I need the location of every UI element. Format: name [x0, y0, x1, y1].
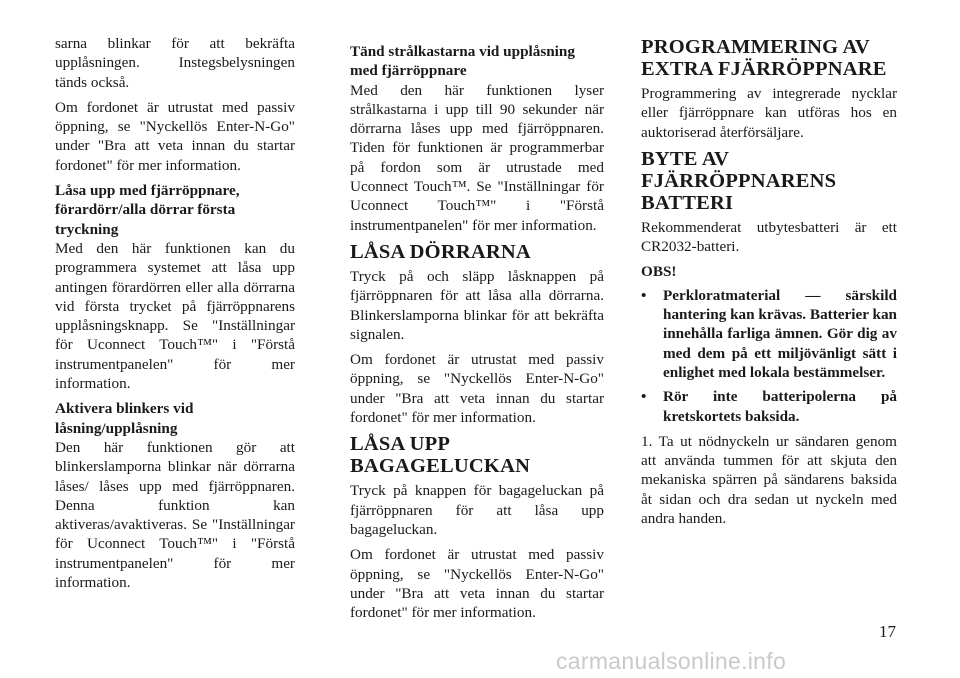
subheading-flash-lights: Aktivera blinkers vid låsning/upplåsning [55, 400, 194, 437]
paragraph: Med den här funktionen lyser strålkastarna i upp till 90 sekunder när dörrarna låses upp med fjärröppnaren. Tiden för funktionen är programmerbar på fordon som är utrustade med Uconnect Touch™. Se "Inställningar för Uconnect Touch™" i "Förstå instrumentpanelen" för mer information. [350, 81, 604, 234]
warning-text: Perkloratmaterial — särskild hantering kan krävas. Batterier kan innehålla farliga ämnen. Gör dig av med dem på ett miljövänligt sätt i enlighet med lokala bestämmelser. [663, 286, 897, 381]
watermark: carmanualsonline.info [556, 648, 787, 674]
paragraph: Med den här funktionen kan du programmera systemet att låsa upp antingen förardörren eller alla dörrarna vid första trycket på fjärröppnarens upplåsningsknapp. Se "Inställningar för Uconnect Touch™" i "Förstå instrumentpanelen" för mer information. [55, 239, 295, 393]
page-number: 17 [879, 622, 896, 641]
paragraph: Om fordonet är utrustat med passiv öppning, se "Nyckellös Enter-N-Go" under "Bra att veta innan du startar fordonet" för mer information. [350, 351, 604, 427]
column-middle [350, 42, 604, 628]
column-right [641, 36, 897, 534]
section-heading-unlock-trunk: LÅSA UPP BAGAGELUCKAN [350, 433, 531, 478]
warning-list [641, 286, 897, 426]
bullet-icon: • [641, 286, 647, 304]
section-heading-programming: PROGRAMMERING AV EXTRA FJÄRRÖPPNARE [641, 36, 887, 80]
note-label: OBS! [641, 263, 677, 281]
subheading-headlights-unlock: Tänd strålkastarna vid upplåsning med fjärröppnare [350, 43, 575, 80]
warning-text: Rör inte batteripolerna på kretskortets baksida. [663, 388, 897, 425]
paragraph: Tryck på knappen för bagageluckan på fjärröppnaren för att låsa upp bagageluckan. [350, 482, 604, 538]
paragraph: Om fordonet är utrustat med passiv öppning, se "Nyckellös Enter-N-Go" under "Bra att veta innan du startar fordonet" för mer information. [55, 98, 295, 174]
paragraph: Programmering av integrerade nycklar eller fjärröppnare kan utföras hos en auktoriserad återförsäljare. [641, 85, 897, 141]
paragraph: sarna blinkar för att bekräfta upplåsningen. Instegsbelysningen tänds också. [55, 35, 295, 91]
paragraph: Rekommenderat utbytesbatteri är ett CR2032-batteri. [641, 218, 897, 256]
paragraph-step: 1. Ta ut nödnyckeln ur sändaren genom att använda tummen för att skjuta den mekaniska spärren på sändarens baksida åt sidan och dra sedan ut nyckeln med andra handen. [641, 432, 897, 528]
bullet-icon: • [641, 388, 647, 406]
column-left [55, 34, 295, 598]
paragraph: Tryck på och släpp låsknappen på fjärröppnaren för att låsa alla dörrarna. Blinkerslamporna blinkar för att bekräfta signalen. [350, 267, 604, 343]
section-heading-lock-doors: LÅSA DÖRRARNA [350, 240, 531, 263]
paragraph: Om fordonet är utrustat med passiv öppning, se "Nyckellös Enter-N-Go" under "Bra att veta innan du startar fordonet" för mer information. [350, 546, 604, 622]
paragraph: Den här funktionen gör att blinkerslamporna blinkar när dörrarna låses/ låses upp med fjärröppnaren. Denna funktion kan aktiveras/avaktiveras. Se "Inställningar för Uconnect Touch™" i "Förstå instrumentpanelen" för mer information. [55, 438, 295, 592]
section-heading-battery: BYTE AV FJÄRRÖPPNARENS BATTERI [641, 147, 837, 214]
warning-item [641, 387, 897, 426]
warning-item [641, 286, 897, 382]
subheading-unlock-remote: Låsa upp med fjärröppnare, förardörr/alla dörrar första tryckning [55, 182, 240, 238]
